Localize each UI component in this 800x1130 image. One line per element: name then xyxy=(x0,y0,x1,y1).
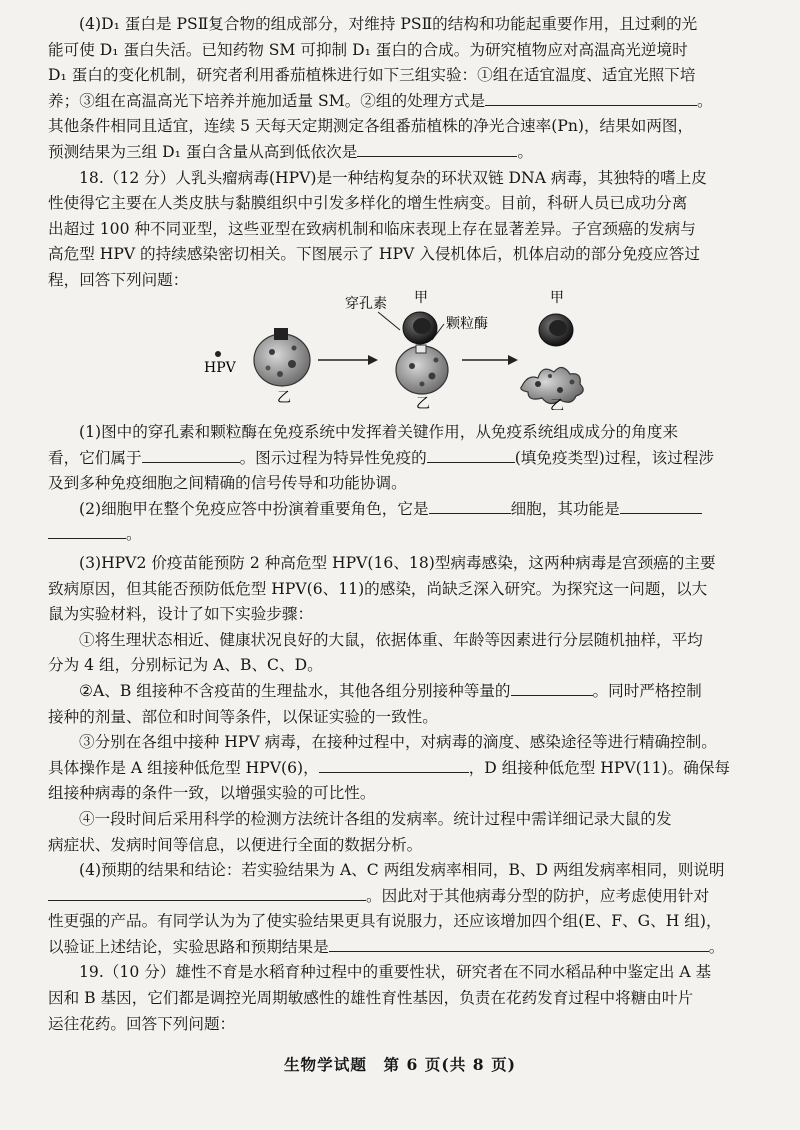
text-line: 接种的剂量、部位和时间等条件，以保证实验的一致性。 xyxy=(48,707,438,726)
text-line xyxy=(48,935,760,961)
text-line: 分为 4 组，分别标记为 A、B、C、D。 xyxy=(48,656,323,675)
text-line xyxy=(48,679,760,705)
text-line xyxy=(48,884,760,910)
target-cell-1 xyxy=(254,328,310,386)
text-span: 。 xyxy=(708,937,725,956)
answer-blank[interactable] xyxy=(329,936,709,952)
text-line: 及到多种免疫细胞之间精确的信号传导和功能协调。 xyxy=(48,474,407,493)
text-span: 看，它们属于 xyxy=(48,448,142,467)
text-span: 具体操作是 A 组接种低危型 HPV(6)， xyxy=(48,758,319,777)
text-line xyxy=(48,89,760,115)
text-line xyxy=(48,446,760,472)
text-line: 组接种病毒的条件一致，以增强实验的可比性。 xyxy=(48,784,376,803)
text-line: 出超过 100 种不同亚型，这些亚型在致病机制和临床表现上存在显著差异。子宫颈癌的发病与 xyxy=(48,219,696,238)
answer-blank[interactable] xyxy=(485,90,697,106)
answer-blank[interactable] xyxy=(620,498,702,514)
answer-blank[interactable] xyxy=(511,680,593,696)
text-span: ，D 组接种低危型 HPV(11)。确保每 xyxy=(468,758,731,777)
perforin-label: 穿孔素 xyxy=(345,296,387,312)
text-span: 。 xyxy=(697,91,713,110)
answer-blank[interactable] xyxy=(48,885,366,901)
text-line: 鼠为实验材料，设计了如下实验步骤： xyxy=(48,605,314,624)
text-line: 病症状、发病时间等信息，以便进行全面的数据分析。 xyxy=(48,835,423,854)
text-line: (3)HPV2 价疫苗能预防 2 种高危型 HPV(16、18)型病毒感染，这两种病毒是宫颈癌的主要 xyxy=(79,553,716,572)
text-span: 预测结果为三组 D₁ 蛋白含量从高到低依次是 xyxy=(48,142,358,161)
text-span: 。图示过程为特异性免疫的 xyxy=(239,448,427,467)
virus-on-cell xyxy=(274,328,288,340)
text-span: (2)细胞甲在整个免疫应答中扮演着重要角色，它是 xyxy=(79,499,429,518)
text-line: (4)D₁ 蛋白是 PSⅡ复合物的组成部分，对维持 PSⅡ的结构和功能起重要作用，且过剩的光 xyxy=(79,15,698,33)
granzyme-label: 颗粒酶 xyxy=(446,316,488,332)
label-yi: 乙 xyxy=(550,398,564,410)
answer-blank[interactable] xyxy=(48,523,126,539)
text-span: 。 xyxy=(517,142,533,161)
immune-diagram xyxy=(200,290,600,410)
text-line xyxy=(48,522,760,548)
text-line: (1)图中的穿孔素和颗粒酶在免疫系统中发挥着关键作用，从免疫系统组成成分的角度来 xyxy=(79,423,679,441)
text-line: 能可使 D₁ 蛋白失活。已知药物 SM 可抑制 D₁ 蛋白的合成。为研究植物应对高温高光逆境时 xyxy=(48,40,688,59)
label-yi: 乙 xyxy=(416,396,430,410)
q19-heading: 19.（10 分）雄性不育是水稻育种过程中的重要性状，研究者在不同水稻品种中鉴定出 A 基 xyxy=(79,963,712,982)
text-span: 。因此对于其他病毒分型的防护，应考虑使用针对 xyxy=(366,886,710,905)
answer-blank[interactable] xyxy=(319,757,469,773)
q17-part4 xyxy=(48,12,760,294)
q18-questions xyxy=(48,420,760,1037)
text-span: 。 xyxy=(126,525,142,544)
text-line: 高危型 HPV 的持续感染密切相关。下图展示了 HPV 入侵机体后，机体启动的部分免疫应答过 xyxy=(48,245,700,264)
answer-blank[interactable] xyxy=(142,447,240,463)
killer-cell-jia-1 xyxy=(403,312,437,344)
label-jia: 甲 xyxy=(550,290,564,306)
text-line: D₁ 蛋白的变化机制，研究者利用番茄植株进行如下三组实验：①组在适宜温度、适宜光照下培 xyxy=(48,66,696,85)
text-line: ③分别在各组中接种 HPV 病毒，在接种过程中，对病毒的滴度、感染途径等进行精确控制。 xyxy=(79,733,717,752)
hpv-particle xyxy=(215,351,221,357)
answer-blank[interactable] xyxy=(427,447,515,463)
text-span: ②A、B 组接种不含疫苗的生理盐水，其他各组分别接种等量的 xyxy=(79,681,511,700)
arrow-1-head xyxy=(368,355,378,365)
q18-heading: 18.（12 分）人乳头瘤病毒(HPV)是一种结构复杂的环状双链 DNA 病毒，其独特的嗜上皮 xyxy=(79,168,707,187)
text-line: 性使得它主要在人类皮肤与黏膜组织中引发多样化的增生性病变。目前，科研人员已成功分离 xyxy=(48,194,688,213)
label-jia: 甲 xyxy=(414,290,428,306)
killer-cell-jia-2 xyxy=(539,314,573,346)
text-span: 。同时严格控制 xyxy=(592,681,702,700)
text-span: 以验证上述结论，实验思路和预期结果是 xyxy=(48,937,329,956)
text-line: 运往花药。回答下列问题： xyxy=(48,1014,236,1033)
text-line xyxy=(48,140,760,166)
hpv-label: HPV xyxy=(204,360,236,376)
label-yi: 乙 xyxy=(277,390,291,406)
text-line: ④一段时间后采用科学的检测方法统计各组的发病率。统计过程中需详细记录大鼠的发 xyxy=(79,809,672,828)
text-line: 因和 B 基因，它们都是调控光周期敏感性的雄性育性基因，负责在花药发育过程中将糖由叶片 xyxy=(48,989,694,1008)
text-line: 其他条件相同且适宜，连续 5 天每天定期测定各组番茄植株的净光合速率(Pn)，结果如两图， xyxy=(48,117,694,136)
text-span: 细胞，其功能是 xyxy=(510,499,620,518)
perforin-pointer xyxy=(378,312,400,330)
immune-response-figure xyxy=(200,290,600,410)
text-line xyxy=(48,756,760,782)
text-line: 性更强的产品。有同学认为为了使实验结果更具有说服力，还应该增加四个组(E、F、G、H 组)， xyxy=(48,912,722,931)
answer-blank[interactable] xyxy=(429,498,511,514)
text-line: ①将生理状态相近、健康状况良好的大鼠，依据体重、年龄等因素进行分层随机抽样，平均 xyxy=(79,630,703,649)
text-line: 程，回答下列问题： xyxy=(48,270,189,289)
text-span: (填免疫类型)过程，该过程涉 xyxy=(514,448,715,467)
answer-blank[interactable] xyxy=(357,141,517,157)
text-span: 养；③组在高温高光下培养并施加适量 SM。②组的处理方式是 xyxy=(48,91,486,110)
target-cell-2 xyxy=(396,345,448,394)
arrow-2-head xyxy=(508,355,518,365)
page-footer: 生物学试题 第 6 页(共 8 页) xyxy=(283,1055,517,1074)
text-line xyxy=(48,497,760,523)
text-line: 致病原因，但其能否预防低危型 HPV(6、11)的感染，尚缺乏深入研究。为探究这一问题，以大 xyxy=(48,579,708,598)
text-line: (4)预期的结果和结论：若实验结果为 A、C 两组发病率相同，B、D 两组发病率相同，则说明 xyxy=(79,861,725,880)
